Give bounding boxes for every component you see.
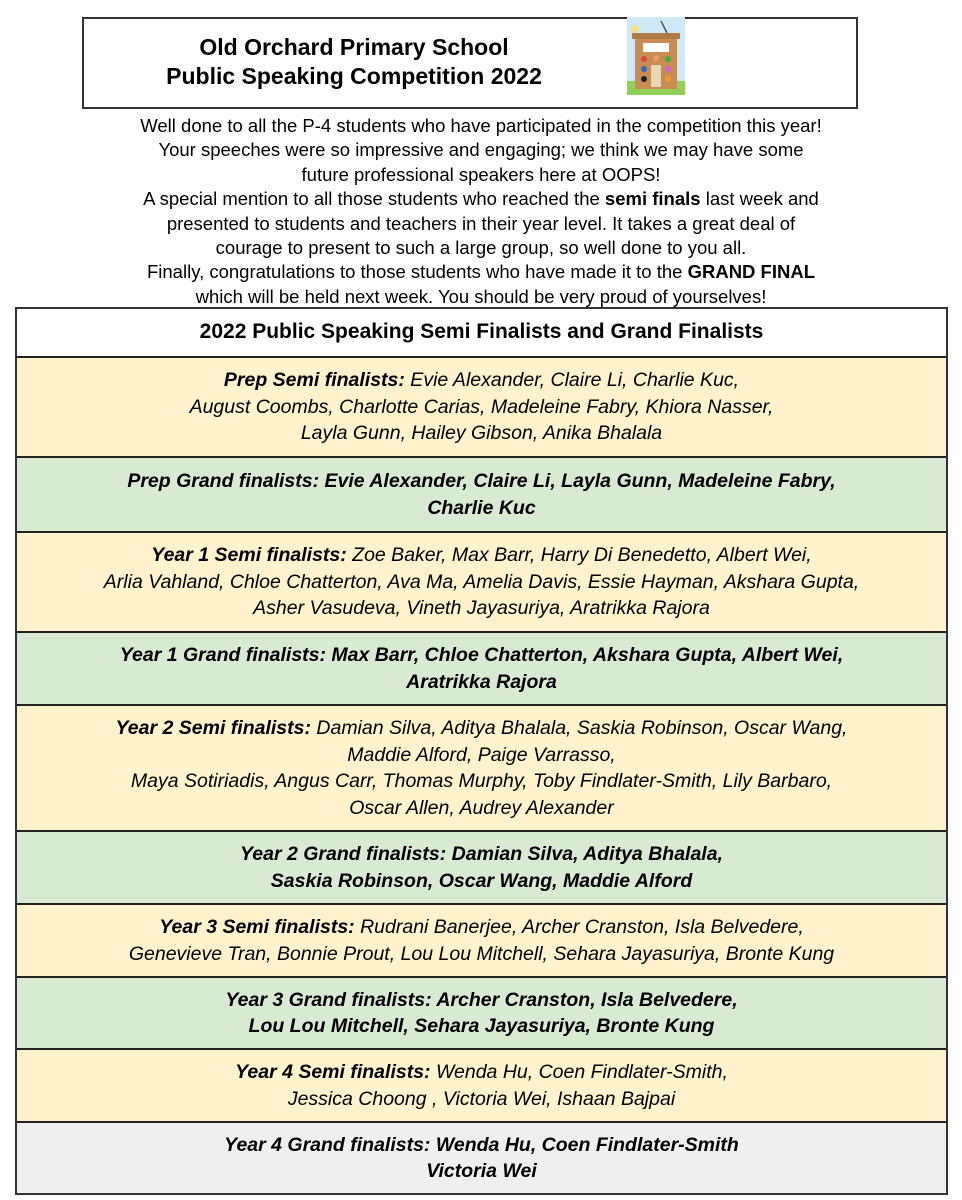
names-line: Asher Vasudeva, Vineth Jayasuriya, Aratrikka Rajora	[253, 597, 710, 620]
names-line: Genevieve Tran, Bonnie Prout, Lou Lou Mitchell, Sehara Jayasuriya, Bronte Kung	[128, 942, 835, 965]
names-line: Max Barr, Chloe Chatterton, Akshara Gupta, Albert Wei,	[326, 644, 844, 666]
row-label: Year 2 Semi finalists:	[115, 717, 311, 739]
row-content	[31, 715, 932, 821]
intro-text-span: A special mention to all those students who reached the	[143, 188, 605, 210]
names-line: Maddie Alford, Paige Varrasso,	[347, 743, 616, 766]
title-box	[82, 17, 858, 109]
names-line: Jessica Choong , Victoria Wei, Ishaan Bajpai	[287, 1087, 676, 1110]
names-line: Damian Silva, Aditya Bhalala, Saskia Robinson, Oscar Wang,	[310, 717, 848, 739]
names-line: Maya Sotiriadis, Angus Carr, Thomas Murphy, Toby Findlater-Smith, Lily Barbaro,	[130, 770, 833, 792]
year1-semi-finalists-row	[17, 531, 946, 631]
intro-paragraph: Your speeches were so impressive and engaging; we think we may have some	[158, 139, 804, 161]
row-content	[31, 367, 932, 447]
school-name: Old Orchard Primary School	[199, 34, 509, 60]
names-line: Victoria Wei	[426, 1160, 537, 1182]
row-content	[31, 1132, 932, 1185]
row-content	[31, 642, 932, 695]
row-label: Year 1 Grand finalists:	[119, 644, 327, 666]
names-line: Zoe Baker, Max Barr, Harry Di Benedetto, Albert Wei,	[346, 544, 812, 567]
year1-grand-finalists-row	[17, 631, 946, 704]
names-line: Wenda Hu, Coen Findlater-Smith,	[430, 1061, 728, 1083]
intro-paragraph: courage to present to such a large group, so well done to you all.	[215, 237, 747, 259]
prep-semi-finalists-row	[17, 356, 946, 456]
row-label: Year 3 Semi finalists:	[159, 916, 355, 938]
row-content	[31, 1059, 932, 1112]
names-line: Arlia Vahland, Chloe Chatterton, Ava Ma, Amelia Davis, Essie Hayman, Akshara Gupta,	[103, 570, 860, 593]
intro-text-span: Finally, congratulations to those students who have made it to the	[146, 261, 688, 283]
row-label: Prep Semi finalists:	[223, 369, 405, 392]
podium-speaker-icon	[627, 17, 685, 95]
row-content	[31, 841, 932, 894]
prep-grand-finalists-row	[17, 456, 946, 531]
competition-name: Public Speaking Competition 2022	[166, 63, 542, 89]
intro-text-span: last week and	[700, 188, 819, 210]
names-line: August Coombs, Charlotte Carias, Madeleine Fabry, Khiora Nasser,	[189, 395, 774, 418]
names-line: Charlie Kuc	[427, 496, 536, 519]
row-label: Year 2 Grand finalists:	[240, 843, 447, 865]
page-title	[124, 33, 584, 91]
row-content	[31, 468, 932, 521]
names-line: Oscar Allen, Audrey Alexander	[349, 796, 614, 819]
year2-semi-finalists-row	[17, 704, 946, 830]
names-line: Archer Cranston, Isla Belvedere,	[431, 988, 738, 1011]
row-content	[31, 542, 932, 622]
row-label: Prep Grand finalists:	[127, 470, 320, 492]
row-content	[31, 914, 932, 967]
semi-finals-emphasis: semi finals	[604, 188, 701, 210]
names-line: Evie Alexander, Claire Li, Charlie Kuc,	[404, 369, 740, 392]
year4-grand-finalists-row	[17, 1121, 946, 1193]
row-label: Year 1 Semi finalists:	[151, 544, 347, 567]
intro-paragraph	[40, 260, 922, 284]
intro-text	[40, 114, 922, 309]
table-heading	[17, 309, 946, 356]
year2-grand-finalists-row	[17, 830, 946, 903]
names-line: Layla Gunn, Hailey Gibson, Anika Bhalala	[300, 422, 663, 445]
grand-final-emphasis: GRAND FINAL	[687, 261, 816, 283]
row-label: Year 3 Grand finalists:	[225, 988, 432, 1011]
names-line: Rudrani Banerjee, Archer Cranston, Isla Belvedere,	[354, 916, 804, 938]
names-line: Damian Silva, Aditya Bhalala,	[446, 843, 723, 865]
year3-semi-finalists-row	[17, 903, 946, 976]
year4-semi-finalists-row	[17, 1048, 946, 1121]
row-label: Year 4 Grand finalists:	[224, 1133, 431, 1156]
intro-paragraph	[40, 187, 922, 211]
names-line: Wenda Hu, Coen Findlater-Smith	[430, 1133, 739, 1156]
intro-paragraph: presented to students and teachers in their year level. It takes a great deal of	[166, 212, 796, 234]
year3-grand-finalists-row	[17, 976, 946, 1048]
names-line: Aratrikka Rajora	[406, 670, 557, 693]
row-content	[31, 987, 932, 1040]
table-heading-text: 2022 Public Speaking Semi Finalists and Grand Finalists	[199, 320, 764, 344]
intro-paragraph: which will be held next week. You should be very proud of yourselves!	[195, 285, 767, 307]
names-line: Saskia Robinson, Oscar Wang, Maddie Alford	[270, 869, 693, 892]
intro-paragraph: future professional speakers here at OOPS!	[301, 163, 661, 185]
names-line: Lou Lou Mitchell, Sehara Jayasuriya, Bronte Kung	[248, 1015, 715, 1037]
row-label: Year 4 Semi finalists:	[235, 1061, 431, 1083]
finalists-table	[15, 307, 948, 1195]
intro-paragraph: Well done to all the P-4 students who have participated in the competition this year!	[140, 115, 822, 136]
names-line: Evie Alexander, Claire Li, Layla Gunn, Madeleine Fabry,	[319, 470, 836, 492]
